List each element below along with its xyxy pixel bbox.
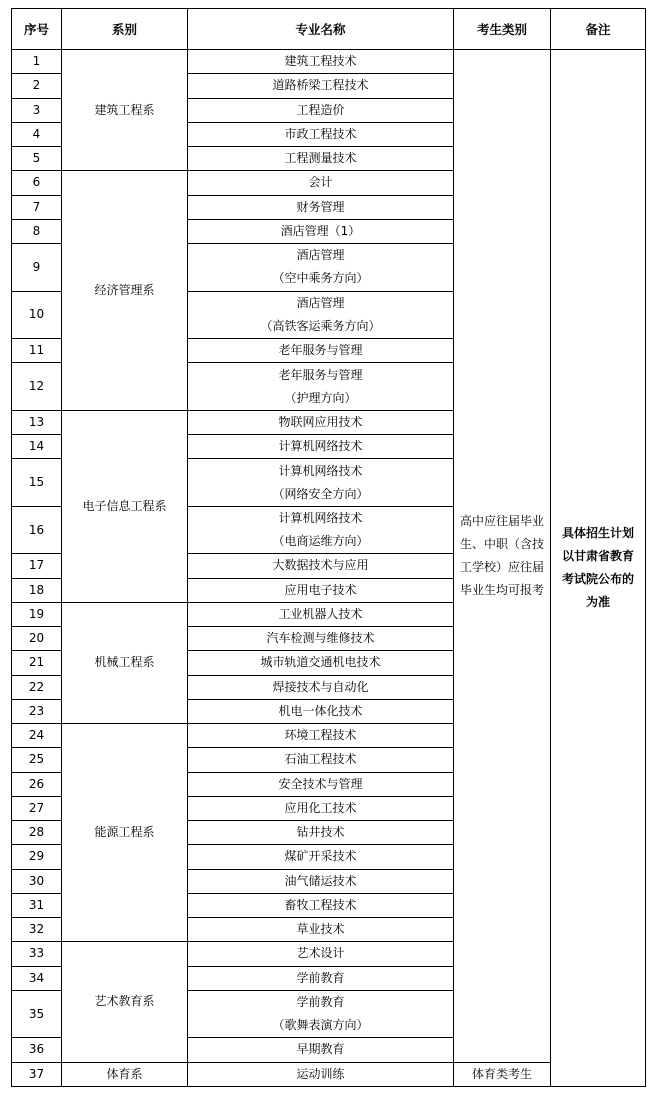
row-number: 19 xyxy=(12,602,62,626)
row-number: 30 xyxy=(12,869,62,893)
major-name xyxy=(188,724,454,748)
major-title: 道路桥梁工程技术 xyxy=(272,78,369,93)
major-name xyxy=(188,578,454,602)
major-title: 学前教育 xyxy=(296,995,345,1009)
note-text: 具体招生计划以甘肃省教育考试院公布的为准 xyxy=(561,526,634,609)
major-direction: （空中乘务方向） xyxy=(272,271,369,286)
major-name xyxy=(188,147,454,171)
header-no: 序号 xyxy=(12,9,62,50)
major-name xyxy=(188,1062,454,1087)
row-number: 12 xyxy=(12,363,62,411)
major-title: 草业技术 xyxy=(296,922,345,937)
note-cell xyxy=(551,50,646,1087)
major-direction: （歌舞表演方向） xyxy=(272,1018,369,1032)
major-name xyxy=(188,893,454,917)
major-title: 钻井技术 xyxy=(296,825,345,840)
major-direction: （网络安全方向） xyxy=(272,486,369,501)
department-name: 电子信息工程系 xyxy=(62,410,188,602)
row-number: 13 xyxy=(12,410,62,434)
major-name xyxy=(188,195,454,219)
major-title: 大数据技术与应用 xyxy=(272,558,369,573)
row-number: 36 xyxy=(12,1038,62,1062)
major-name xyxy=(188,363,454,411)
major-name xyxy=(188,171,454,195)
major-title: 安全技术与管理 xyxy=(278,776,363,791)
row-number: 4 xyxy=(12,122,62,146)
major-name xyxy=(188,122,454,146)
major-title: 应用电子技术 xyxy=(284,582,357,597)
major-name xyxy=(188,554,454,578)
major-title: 物联网应用技术 xyxy=(278,414,363,429)
category-general-cell xyxy=(454,50,551,1063)
row-number: 2 xyxy=(12,74,62,98)
major-title: 会计 xyxy=(308,175,333,190)
row-number: 23 xyxy=(12,699,62,723)
row-number: 26 xyxy=(12,772,62,796)
row-number: 15 xyxy=(12,459,62,507)
major-name xyxy=(188,50,454,74)
row-number: 22 xyxy=(12,675,62,699)
major-title: 畜牧工程技术 xyxy=(284,897,357,912)
row-number: 32 xyxy=(12,918,62,942)
major-title: 市政工程技术 xyxy=(284,126,357,141)
major-title: 运动训练 xyxy=(296,1066,345,1081)
major-name xyxy=(188,1038,454,1062)
major-name xyxy=(188,339,454,363)
row-number: 21 xyxy=(12,651,62,675)
row-number: 28 xyxy=(12,821,62,845)
major-name xyxy=(188,918,454,942)
major-name xyxy=(188,699,454,723)
department-name: 艺术教育系 xyxy=(62,942,188,1062)
header-major: 专业名称 xyxy=(188,9,454,50)
major-title: 机电一体化技术 xyxy=(278,703,363,718)
major-name xyxy=(188,244,454,292)
major-title: 汽车检测与维修技术 xyxy=(266,631,375,646)
major-name xyxy=(188,869,454,893)
major-title: 早期教育 xyxy=(296,1042,345,1057)
row-number: 29 xyxy=(12,845,62,869)
row-number: 17 xyxy=(12,554,62,578)
row-number: 8 xyxy=(12,219,62,243)
row-number: 25 xyxy=(12,748,62,772)
major-direction: （电商运维方向） xyxy=(272,534,369,548)
row-number: 1 xyxy=(12,50,62,74)
row-number: 3 xyxy=(12,98,62,122)
major-name xyxy=(188,74,454,98)
row-number: 11 xyxy=(12,339,62,363)
major-title: 计算机网络技术 xyxy=(278,439,363,454)
major-name xyxy=(188,845,454,869)
header-note: 备注 xyxy=(551,9,646,50)
major-name xyxy=(188,410,454,434)
major-title: 计算机网络技术 xyxy=(278,511,363,525)
major-title: 老年服务与管理 xyxy=(278,343,363,358)
major-title: 煤矿开采技术 xyxy=(284,849,357,864)
major-title: 酒店管理 xyxy=(296,248,345,263)
row-number: 20 xyxy=(12,627,62,651)
major-name xyxy=(188,675,454,699)
major-title: 油气储运技术 xyxy=(284,873,357,888)
department-name: 能源工程系 xyxy=(62,724,188,942)
major-title: 工业机器人技术 xyxy=(278,606,363,621)
major-name xyxy=(188,291,454,339)
row-number: 27 xyxy=(12,796,62,820)
major-name xyxy=(188,942,454,966)
table-row xyxy=(12,1062,646,1087)
major-name xyxy=(188,990,454,1038)
row-number: 31 xyxy=(12,893,62,917)
row-number: 33 xyxy=(12,942,62,966)
category-general: 高中应往届毕业生、中职（含技工学校）应往届毕业生均可报考 xyxy=(460,513,545,597)
row-number: 10 xyxy=(12,291,62,339)
major-title: 应用化工技术 xyxy=(284,800,357,815)
department-name: 经济管理系 xyxy=(62,171,188,411)
enrollment-table xyxy=(11,8,646,1087)
header-category: 考生类别 xyxy=(454,9,551,50)
major-title: 环境工程技术 xyxy=(284,728,357,743)
major-title: 计算机网络技术 xyxy=(278,463,363,478)
major-name xyxy=(188,459,454,507)
row-number: 7 xyxy=(12,195,62,219)
major-name xyxy=(188,98,454,122)
major-title: 学前教育 xyxy=(296,970,345,985)
major-name xyxy=(188,651,454,675)
major-title: 焊接技术与自动化 xyxy=(272,679,369,694)
major-name xyxy=(188,602,454,626)
major-title: 建筑工程技术 xyxy=(284,54,357,69)
row-number: 14 xyxy=(12,435,62,459)
major-direction: （高铁客运乘务方向） xyxy=(260,318,381,333)
major-title: 财务管理 xyxy=(296,199,345,214)
major-name xyxy=(188,772,454,796)
department-name: 建筑工程系 xyxy=(62,50,188,171)
row-number: 24 xyxy=(12,724,62,748)
row-number: 6 xyxy=(12,171,62,195)
major-title: 老年服务与管理 xyxy=(278,367,363,382)
header-dept: 系别 xyxy=(62,9,188,50)
major-name xyxy=(188,506,454,554)
header-row xyxy=(12,9,646,50)
row-number: 35 xyxy=(12,990,62,1038)
major-name xyxy=(188,821,454,845)
row-number: 37 xyxy=(12,1062,62,1087)
major-title: 工程测量技术 xyxy=(284,151,357,166)
table-row xyxy=(12,50,646,74)
major-title: 酒店管理 xyxy=(296,295,345,310)
major-direction: （护理方向） xyxy=(284,390,357,405)
major-name xyxy=(188,219,454,243)
row-number: 34 xyxy=(12,966,62,990)
row-number: 5 xyxy=(12,147,62,171)
major-title: 石油工程技术 xyxy=(284,752,357,767)
department-name: 机械工程系 xyxy=(62,602,188,723)
major-name xyxy=(188,435,454,459)
major-title: 酒店管理（1） xyxy=(280,223,361,238)
major-title: 艺术设计 xyxy=(296,946,345,961)
department-name: 体育系 xyxy=(62,1062,188,1087)
major-title: 城市轨道交通机电技术 xyxy=(260,655,381,670)
major-name xyxy=(188,627,454,651)
major-title: 工程造价 xyxy=(296,102,345,117)
row-number: 9 xyxy=(12,244,62,292)
major-name xyxy=(188,748,454,772)
row-number: 16 xyxy=(12,506,62,554)
row-number: 18 xyxy=(12,578,62,602)
major-name xyxy=(188,796,454,820)
table-body xyxy=(12,50,646,1087)
category-sports: 体育类考生 xyxy=(454,1062,551,1087)
major-name xyxy=(188,966,454,990)
